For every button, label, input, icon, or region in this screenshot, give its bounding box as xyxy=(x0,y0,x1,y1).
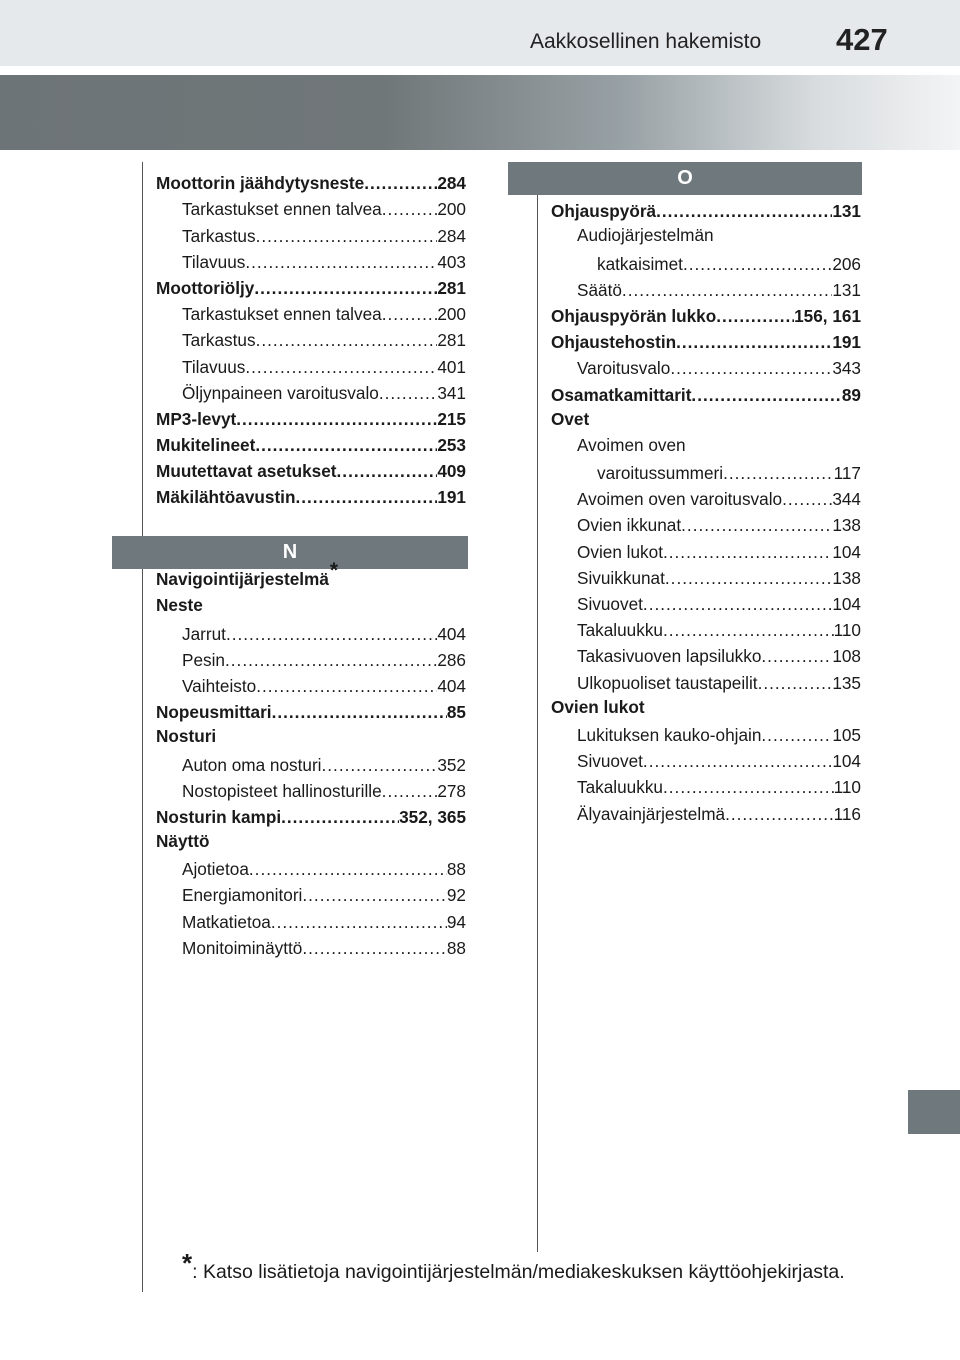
index-entry xyxy=(156,247,466,273)
index-entry xyxy=(551,641,861,667)
section-header-n: N xyxy=(112,536,468,569)
index-entry xyxy=(551,484,861,510)
index-entry xyxy=(156,828,466,854)
entry-term: Sivuovet xyxy=(577,594,643,614)
dot-leader xyxy=(643,751,832,772)
entry-term: Ulkopuoliset taustapeilit xyxy=(577,672,758,693)
index-entry xyxy=(156,168,466,194)
entry-term: Vaihteisto xyxy=(182,675,257,696)
index-entry xyxy=(156,592,466,618)
dot-leader xyxy=(302,885,447,906)
entry-term: Pesin xyxy=(182,649,225,670)
entry-term: Älyavainjärjestelmä xyxy=(577,803,726,824)
entry-term: Avoimen oven varoitusvalo xyxy=(577,489,783,510)
index-entry xyxy=(156,194,466,220)
dot-leader xyxy=(643,594,832,615)
index-entry xyxy=(551,353,861,379)
dot-leader xyxy=(379,383,437,404)
entry-page: 344 xyxy=(832,489,861,510)
entry-term: Takasivuoven lapsilukko xyxy=(577,646,762,667)
chapter-tab xyxy=(908,1090,960,1134)
entry-page: 105 xyxy=(832,724,861,745)
index-entry xyxy=(551,720,861,746)
entry-term: Säätö xyxy=(577,279,622,300)
index-entry xyxy=(551,746,861,772)
entry-term: Ohjauspyörän lukko xyxy=(551,305,717,326)
dot-leader xyxy=(683,254,832,275)
index-entry xyxy=(156,325,466,351)
index-entry xyxy=(156,482,466,508)
index-entry xyxy=(156,854,466,880)
index-entry xyxy=(156,880,466,906)
index-entry xyxy=(551,615,861,641)
entry-term: Nopeusmittari xyxy=(156,702,272,723)
header-title: Aakkosellinen hakemisto xyxy=(530,30,762,53)
dot-leader xyxy=(670,358,832,379)
index-entry xyxy=(551,772,861,798)
entry-term: Monitoiminäyttö xyxy=(182,937,303,958)
index-entry xyxy=(156,378,466,404)
entry-page: 191 xyxy=(832,332,861,353)
entry-page: 352 xyxy=(437,754,466,775)
index-entry xyxy=(156,430,466,456)
index-entry xyxy=(156,273,466,299)
entry-term: Nosturi xyxy=(156,726,217,747)
entry-page: 117 xyxy=(833,463,861,484)
dot-leader xyxy=(725,804,834,825)
entry-term: Ovien ikkunat xyxy=(577,515,682,536)
entry-term: Tilavuus xyxy=(182,356,246,377)
entry-page: 108 xyxy=(832,646,861,667)
entry-term: Nostopisteet hallinosturille xyxy=(182,780,382,801)
dot-leader xyxy=(382,781,438,802)
dot-leader xyxy=(255,435,437,456)
entry-page: 138 xyxy=(832,515,861,536)
entry-term: Ovien lukot xyxy=(551,696,645,717)
index-entry xyxy=(551,563,861,589)
index-column-n xyxy=(156,559,466,959)
index-entry xyxy=(551,379,861,405)
entry-page: 138 xyxy=(832,567,861,588)
entry-page: 191 xyxy=(437,487,466,508)
entry-page: 206 xyxy=(832,253,861,274)
dot-leader xyxy=(322,755,438,776)
entry-page: 104 xyxy=(832,541,861,562)
entry-page: 200 xyxy=(437,304,466,325)
index-entry xyxy=(156,559,466,592)
page-header xyxy=(0,0,960,66)
entry-page: 104 xyxy=(832,751,861,772)
index-entry xyxy=(551,196,861,222)
index-entry xyxy=(551,275,861,301)
entry-term: Näyttö xyxy=(156,830,210,851)
entry-term: Moottorin jäähdytysneste xyxy=(156,173,365,194)
entry-term: Auton oma nosturi xyxy=(182,754,322,775)
index-entry xyxy=(156,351,466,377)
dot-leader xyxy=(663,777,834,798)
entry-page: 88 xyxy=(446,859,466,880)
index-entry xyxy=(551,222,861,248)
entry-term: Neste xyxy=(156,595,203,616)
index-entry xyxy=(156,776,466,802)
dot-leader xyxy=(723,463,834,484)
dot-leader xyxy=(782,489,832,510)
dot-leader xyxy=(676,332,832,353)
footnote xyxy=(182,1248,845,1285)
dot-leader xyxy=(665,568,832,589)
footnote-text: : Katso lisätietoja navigointijärjestelmän/mediakeskuksen käyttöohjekirjasta. xyxy=(192,1261,845,1283)
dot-leader xyxy=(691,385,841,406)
entry-page: 281 xyxy=(437,277,466,298)
entry-term: Ajotietoa xyxy=(182,859,249,880)
entry-term: varoitussummeri xyxy=(597,463,724,484)
entry-page: 135 xyxy=(832,672,861,693)
entry-term: Takaluukku xyxy=(577,620,663,641)
dot-leader xyxy=(245,252,437,273)
footnote-star: * xyxy=(182,1248,193,1278)
entry-page: 156, 161 xyxy=(794,305,861,326)
entry-page: 85 xyxy=(446,702,466,723)
index-entry xyxy=(551,301,861,327)
index-entry xyxy=(551,458,861,484)
index-entry xyxy=(551,406,861,432)
entry-term: Nosturin kampi xyxy=(156,806,282,827)
dot-leader xyxy=(254,278,437,299)
entry-term: Mukitelineet xyxy=(156,435,256,456)
index-entry xyxy=(551,589,861,615)
entry-term: Ohjaustehostin xyxy=(551,332,677,353)
dot-leader xyxy=(295,487,437,508)
index-entry xyxy=(551,536,861,562)
entry-term: Ovien lukot xyxy=(577,541,663,562)
index-entry xyxy=(551,667,861,693)
entry-term: Lukituksen kauko-ohjain xyxy=(577,724,762,745)
entry-page: 110 xyxy=(833,777,861,798)
entry-term: Tarkastukset ennen talvea xyxy=(182,304,382,325)
entry-term: Varoitusvalo xyxy=(577,358,671,379)
dot-leader xyxy=(249,859,447,880)
entry-term: Mäkilähtöavustin xyxy=(156,487,296,508)
section-header-o: O xyxy=(508,162,862,195)
entry-page: 278 xyxy=(437,780,466,801)
entry-term: Ohjauspyörä xyxy=(551,201,657,222)
entry-term: Öljynpaineen varoitusvalo xyxy=(182,382,379,403)
index-entry xyxy=(156,618,466,644)
dot-leader xyxy=(272,702,447,723)
entry-page: 131 xyxy=(832,279,861,300)
dot-leader xyxy=(256,676,437,697)
entry-page: 404 xyxy=(437,623,466,644)
dot-leader xyxy=(236,409,437,430)
right-column-rule xyxy=(537,162,538,1252)
index-entry xyxy=(156,220,466,246)
left-column-rule xyxy=(142,162,143,1292)
dot-leader xyxy=(382,304,438,325)
footnote-marker: * xyxy=(329,559,339,582)
index-entry xyxy=(156,802,466,828)
entry-page: 116 xyxy=(833,803,861,824)
dot-leader xyxy=(663,620,834,641)
dot-leader xyxy=(337,461,438,482)
index-entry xyxy=(551,432,861,458)
dot-leader xyxy=(622,280,832,301)
entry-page: 403 xyxy=(437,251,466,272)
dot-leader xyxy=(256,330,438,351)
entry-page: 110 xyxy=(833,620,861,641)
index-entry xyxy=(551,327,861,353)
dot-leader xyxy=(761,646,832,667)
entry-term: Muutettavat asetukset xyxy=(156,461,337,482)
entry-page: 343 xyxy=(832,358,861,379)
dot-leader xyxy=(245,357,437,378)
entry-page: 401 xyxy=(437,356,466,377)
index-column-m xyxy=(156,168,466,508)
entry-term: katkaisimet xyxy=(597,253,683,274)
index-entry xyxy=(156,671,466,697)
entry-page: 104 xyxy=(832,594,861,614)
entry-term: Ovet xyxy=(551,408,590,429)
entry-page: 94 xyxy=(446,911,466,932)
dot-leader xyxy=(716,306,794,327)
entry-page: 89 xyxy=(841,384,861,405)
entry-page: 253 xyxy=(437,435,466,456)
index-entry xyxy=(156,906,466,932)
decorative-banner xyxy=(0,75,960,150)
entry-page: 92 xyxy=(446,885,466,906)
entry-term: Energiamonitori xyxy=(182,885,303,906)
entry-page: 286 xyxy=(437,649,466,670)
entry-term: Osamatkamittarit xyxy=(551,384,692,405)
entry-term: MP3-levyt xyxy=(156,408,237,429)
dot-leader xyxy=(256,226,438,247)
index-entry xyxy=(551,798,861,824)
entry-page: 200 xyxy=(437,199,466,220)
dot-leader xyxy=(656,201,832,222)
dot-leader xyxy=(758,673,833,694)
entry-page: 404 xyxy=(437,675,466,696)
entry-term: Tarkastukset ennen talvea xyxy=(182,199,382,220)
entry-term: Tilavuus xyxy=(182,251,246,272)
dot-leader xyxy=(364,173,437,194)
index-entry xyxy=(551,510,861,536)
dot-leader xyxy=(281,807,399,828)
dot-leader xyxy=(225,650,437,671)
entry-term: Moottoriöljy xyxy=(156,277,255,298)
entry-page: 131 xyxy=(832,201,861,222)
index-entry xyxy=(551,248,861,274)
entry-term: Tarkastus xyxy=(182,330,256,351)
index-entry xyxy=(551,694,861,720)
entry-page: 341 xyxy=(437,382,466,403)
index-entry xyxy=(156,299,466,325)
dot-leader xyxy=(226,624,437,645)
index-entry xyxy=(156,456,466,482)
entry-page: 284 xyxy=(437,173,466,194)
entry-page: 281 xyxy=(437,330,466,351)
entry-term: Navigointijärjestelmä xyxy=(156,569,329,589)
entry-term: Sivuikkunat xyxy=(577,567,665,588)
index-entry xyxy=(156,645,466,671)
entry-page: 215 xyxy=(437,408,466,429)
dot-leader xyxy=(681,515,832,536)
entry-page: 88 xyxy=(446,937,466,958)
entry-term: Avoimen oven xyxy=(577,434,686,455)
dot-leader xyxy=(271,912,447,933)
index-entry xyxy=(156,404,466,430)
page-number: 427 xyxy=(836,22,888,57)
entry-term: Sivuovet xyxy=(577,751,643,772)
entry-page: 352, 365 xyxy=(399,806,466,827)
entry-term: Takaluukku xyxy=(577,777,663,798)
entry-term: Matkatietoa xyxy=(182,911,271,932)
index-entry xyxy=(156,697,466,723)
index-entry xyxy=(156,933,466,959)
entry-term: Jarrut xyxy=(182,623,226,644)
dot-leader xyxy=(382,199,438,220)
dot-leader xyxy=(302,938,447,959)
entry-page: 284 xyxy=(437,225,466,246)
index-column-o xyxy=(551,196,861,825)
entry-term: Tarkastus xyxy=(182,225,256,246)
index-entry xyxy=(156,723,466,749)
dot-leader xyxy=(761,725,832,746)
dot-leader xyxy=(663,542,832,563)
index-entry xyxy=(156,749,466,775)
entry-page: 409 xyxy=(437,461,466,482)
entry-term: Audiojärjestelmän xyxy=(577,225,714,246)
